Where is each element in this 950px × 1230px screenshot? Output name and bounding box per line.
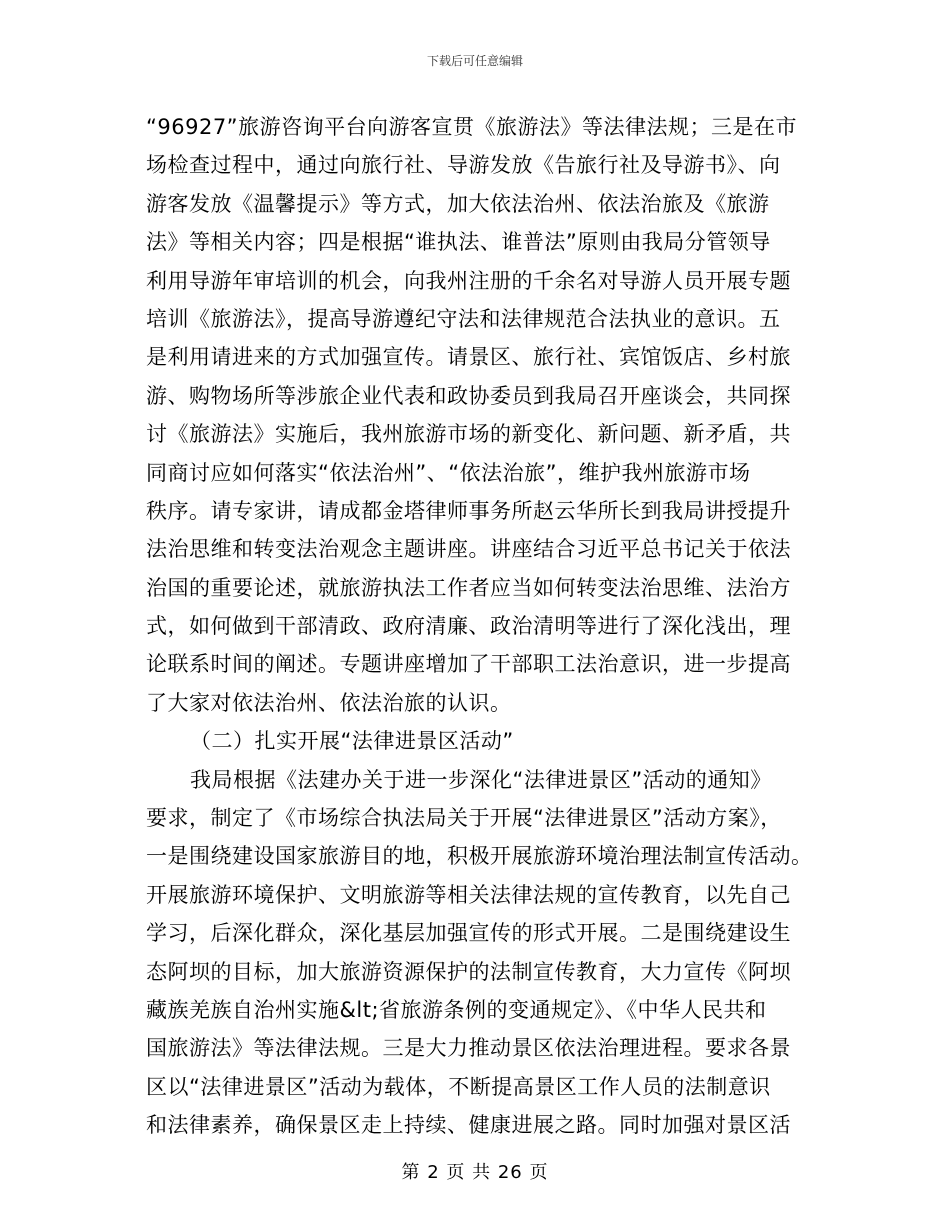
body-line: 治国的重要论述，就旅游执法工作者应当如何转变法治思维、法治方: [146, 575, 791, 600]
body-line: 法》等相关内容；四是根据“谁执法、谁普法”原则由我局分管领导: [146, 230, 771, 255]
document-body: [146, 108, 813, 1145]
body-line: 法治思维和转变法治观念主题讲座。讲座结合习近平总书记关于依法: [146, 537, 791, 562]
body-line: 区以“法律进景区”活动为载体，不断提高景区工作人员的法制意识: [146, 1074, 771, 1099]
body-line: 学习，后深化群众，深化基层加强宣传的形式开展。二是围绕建设生: [146, 921, 791, 946]
body-line: “96927”旅游咨询平台向游客宣贯《旅游法》等法律法规；三是在市: [146, 115, 798, 139]
body-line: 场检查过程中，通过向旅行社、导游发放《告旅行社及导游书》、向: [146, 153, 781, 178]
body-line: 游、购物场所等涉旅企业代表和政协委员到我局召开座谈会，共同探: [146, 383, 791, 408]
body-line: 一是围绕建设国家旅游目的地，积极开展旅游环境治理法制宣传活动。: [146, 844, 813, 869]
paragraph-first-line: 我局根据《法建办关于进一步深化“法律进景区”活动的通知》: [190, 767, 772, 792]
section-heading: （二）扎实开展“法律进景区活动”: [190, 729, 514, 754]
body-line: 秩序。请专家讲，请成都金塔律师事务所赵云华所长到我局讲授提升: [146, 498, 791, 523]
body-line: 和法律素养，确保景区走上持续、健康进展之路。同时加强对景区活: [146, 1113, 791, 1138]
body-line: 了大家对依法治州、依法治旅的认识。: [146, 690, 512, 715]
body-line: 培训《旅游法》，提高导游遵纪守法和法律规范合法执业的意识。五: [146, 306, 781, 331]
body-line: 要求，制定了《市场综合执法局关于开展“法律进景区”活动方案》，: [146, 806, 782, 831]
body-line: 态阿坝的目标，加大旅游资源保护的法制宣传教育，大力宣传《阿坝: [146, 959, 791, 984]
body-line: 国旅游法》等法律法规。三是大力推动景区依法治理进程。要求各景: [146, 1036, 791, 1061]
body-line: 是利用请进来的方式加强宣传。请景区、旅行社、宾馆饭店、乡村旅: [146, 345, 791, 370]
body-line: 同商讨应如何落实“依法治州”、“依法治旅”，维护我州旅游市场: [146, 460, 751, 485]
page-header: 下载后可任意编辑: [426, 54, 523, 68]
body-line: 利用导游年审培训的机会，向我州注册的千余名对导游人员开展专题: [146, 268, 791, 293]
body-line: 开展旅游环境保护、文明旅游等相关法律法规的宣传教育，以先自己: [146, 882, 791, 907]
page-number: 第 2 页 共 26 页: [401, 1162, 549, 1183]
body-line: 论联系时间的阐述。专题讲座增加了干部职工法治意识，进一步提高: [146, 652, 791, 677]
body-line: 游客发放《温馨提示》等方式，加大依法治州、依法治旅及《旅游: [146, 191, 770, 216]
body-line: 藏族羌族自治州实施&lt;省旅游条例的变通规定》、《中华人民共和: [146, 997, 767, 1022]
body-line: 讨《旅游法》实施后，我州旅游市场的新变化、新问题、新矛盾，共: [146, 422, 791, 447]
body-line: 式，如何做到干部清政、政府清廉、政治清明等进行了深化浅出，理: [146, 614, 791, 639]
